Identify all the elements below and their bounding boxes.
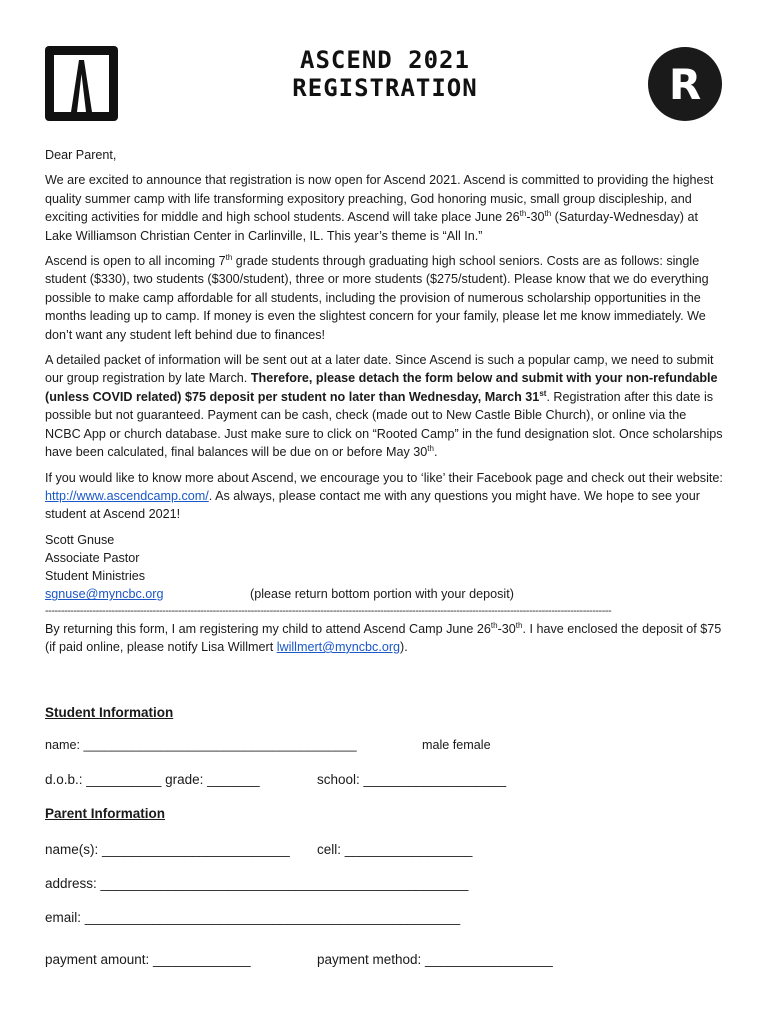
gender-options[interactable]: male female [422, 738, 491, 752]
parent-info-heading: Parent Information [45, 806, 166, 821]
paragraph-costs: Ascend is open to all incoming 7th grade students through graduating high school seniors. Costs are as follows: single student ($330), two students ($300/student), three or more students ($275/student). Please know that we do everything possible to make camp affordable for all students, including the provision of numerous scholarship opportunities in the months leading up to camp. If money is even the slightest concern for your family, please let me know immediately. We don’t want any student left behind due to finances! [45, 253, 709, 342]
rooted-logo-icon [648, 47, 722, 121]
greeting: Dear Parent, [45, 148, 117, 162]
signer-department: Student Ministries [45, 569, 146, 584]
student-info-heading: Student Information [45, 705, 174, 720]
form-intro: By returning this form, I am registering my child to attend Ascend Camp June 26th-30th. I have enclosed the deposit of $75 (if paid online, please notify Lisa Willmert lwillmert@myncbc.org). [45, 620, 722, 654]
lisa-email-link[interactable]: lwillmert@myncbc.org [276, 639, 401, 654]
cell-field[interactable]: cell: _________________ [317, 842, 473, 857]
parent-names-field[interactable]: name(s): _________________________ [45, 842, 290, 857]
paragraph-intro: We are excited to announce that registration is now open for Ascend 2021. Ascend is committed to providing the highest quality summer camp with life transforming expository preaching, God honoring music, small group discipleship, and exciting activities for middle and high school students. Ascend will take place June 26th-30th (Saturday-Wednesday) at Lake Williamson Christian Center in Carlinville, IL. This year’s theme is “All In.” [45, 173, 714, 243]
signer-title: Associate Pastor [45, 550, 140, 565]
signature-block [45, 531, 725, 604]
dob-grade-field[interactable]: d.o.b.: __________ grade: _______ [45, 772, 260, 787]
email-field[interactable]: email: __________________________________________________ [45, 910, 461, 925]
payment-method-field[interactable]: payment method: _________________ [317, 952, 553, 967]
return-note: (please return bottom portion with your deposit) [250, 587, 514, 602]
student-name-field[interactable]: name: _______________________________________ [45, 738, 357, 752]
title-line-1: ASCEND 2021 [300, 46, 470, 74]
deadline-notice: Therefore, please detach the form below and submit with your non-refundable (unless COVID related) $75 deposit per student no later than Wednesday, March 31st [45, 371, 718, 404]
address-field[interactable]: address: _________________________________________________ [45, 876, 469, 891]
paragraph-deadline: A detailed packet of information will be sent out at a later date. Since Ascend is such a popular camp, we need to submit our group registration by late March. Therefore, please detach the form below and submit with your non-refundable (unless COVID related) $75 deposit per student no later than Wednesday, March 31st. Registration after this date is possible but not guaranteed. Payment can be cash, check (made out to New Castle Bible Church), or online via the NCBC App or church database. Just make sure to click on “Rooted Camp” in the fund designation slot. Once scholarships have been calculated, final balances will be due on or before May 30th. [45, 353, 723, 460]
payment-amount-field[interactable]: payment amount: _____________ [45, 952, 251, 967]
title-line-2: REGISTRATION [292, 74, 478, 102]
paragraph-website: If you would like to know more about Ascend, we encourage you to ‘like’ their Facebook page and check out their website: http://www.ascendcamp.com/. As always, please contact me with any questions you might have. We hope to see your student at Ascend 2021! [45, 470, 723, 522]
rooted-logo-letter: R [668, 60, 702, 109]
ascend-website-link[interactable]: http://www.ascendcamp.com/ [45, 488, 209, 503]
detach-line: ----------------------------------------------------------------------------------------------------------------------------------------------------------------------------------- [45, 604, 612, 617]
signer-name: Scott Gnuse [45, 532, 115, 547]
letter-body [45, 146, 725, 657]
signer-email-link[interactable]: sgnuse@myncbc.org [45, 587, 164, 602]
school-field[interactable]: school: ___________________ [317, 772, 507, 787]
